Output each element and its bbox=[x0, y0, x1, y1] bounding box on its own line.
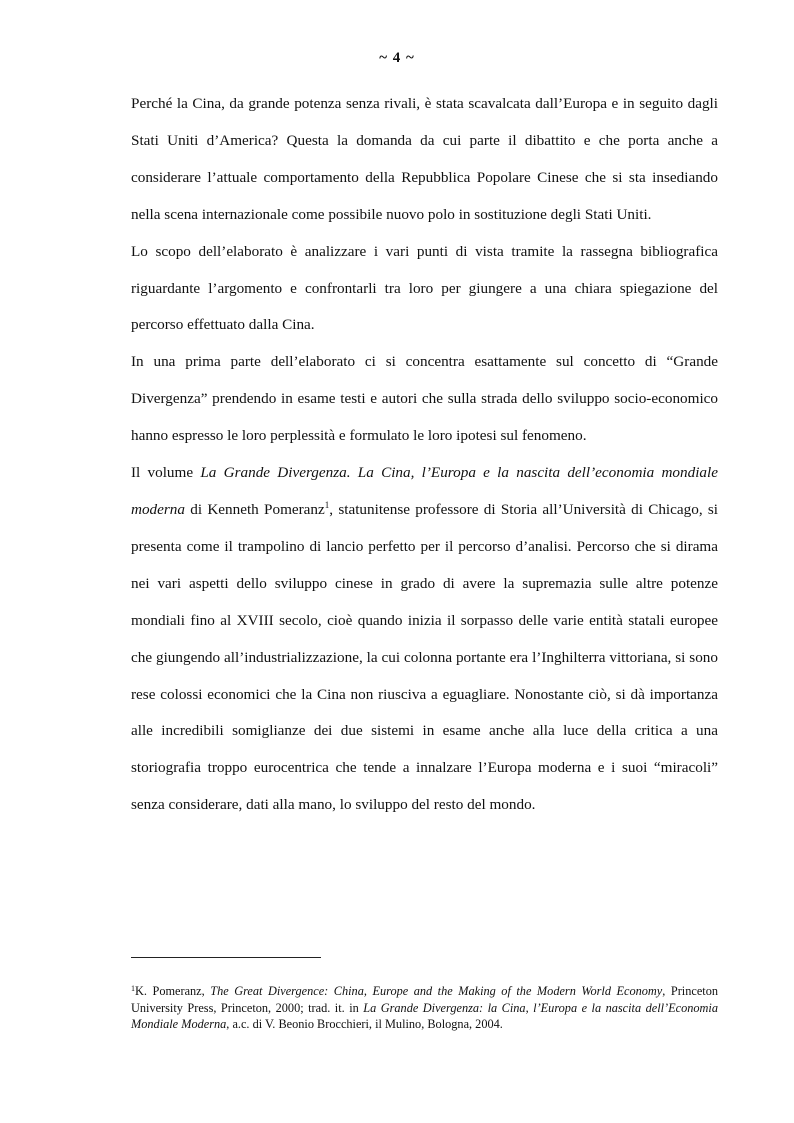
paragraph-1: Perché la Cina, da grande potenza senza rivali, è stata scavalcata dall’Europa e in seguito dagli Stati Uniti d’America? Questa la domanda da cui parte il dibattito e che porta anche a considerare l’attuale comportamento della Repubblica Popolare Cinese che si sta insediando nella scena internazionale come possibile nuovo polo in sostituzione degli Stati Uniti. bbox=[131, 95, 718, 223]
paragraph-3: In una prima parte dell’elaborato ci si concentra esattamente sul concetto di “Grande Divergenza” prendendo in esame testi e autori che sulla strada dello sviluppo socio-economico hanno espresso le loro perplessità e formulato le loro ipotesi sul fenomeno. bbox=[131, 353, 718, 445]
paragraph-4-intro: Il volume bbox=[131, 464, 201, 482]
footnote-publisher: , Princeton University Press, Princeton, 2000; trad. it. in bbox=[131, 984, 718, 1015]
book-title: La Grande Divergenza. La Cina, l’Europa e la nascita dell’economia mondiale moderna bbox=[131, 464, 718, 518]
footnote-italian-title: La Grande Divergenza: la Cina, l’Europa e la nascita dell’Economia Mondiale Moderna bbox=[131, 1000, 718, 1032]
footnote-1 bbox=[131, 983, 718, 1033]
footnote-original-title: The Great Divergence: China, Europe and the Making of the Modern World Economy bbox=[210, 984, 663, 998]
paragraph-4 bbox=[131, 455, 718, 824]
footnote-author: K. Pomeranz, bbox=[135, 984, 211, 998]
footnote-reference[interactable]: 1 bbox=[324, 499, 330, 510]
footnote-rest: , a.c. di V. Beonio Brocchieri, il Mulino, Bologna, 2004. bbox=[226, 1017, 503, 1032]
page-number: ~ 4 ~ bbox=[379, 50, 415, 66]
paragraph-4-author: di Kenneth Pomeranz bbox=[185, 500, 325, 518]
paragraph-4-rest: , statunitense professore di Storia all’Università di Chicago, si presenta come il trampolino di lancio perfetto per il percorso d’analisi. Percorso che si dirama nei vari aspetti dello sviluppo cinese in grado di avere la supremazia sulle altre potenze mondiali fino al XVIII secolo, cioè quando inizia il sorpasso delle varie entità statali europee che giungendo all’industrializzazione, la cui colonna portante era l’Inghilterra vittoriana, si sono rese colossi economici che la Cina non riusciva a eguagliare. Nonostante ciò, si dà importanza alle incredibili somiglianze dei due sistemi in esame anche alla luce della critica a una storiografia troppo eurocentrica che tende a innalzare l’Europa moderna e i suoi “miracoli” senza considerare, dati alla mano, lo sviluppo del resto del mondo. bbox=[131, 500, 719, 814]
paragraph-2: Lo scopo dell’elaborato è analizzare i vari punti di vista tramite la rassegna bibliografica riguardante l’argomento e confrontarli tra loro per giungere a una chiara spiegazione del percorso effettuato dalla Cina. bbox=[131, 242, 718, 334]
footnote-number: 1 bbox=[131, 984, 135, 993]
footnote-separator bbox=[131, 957, 321, 958]
body-text bbox=[131, 86, 718, 824]
